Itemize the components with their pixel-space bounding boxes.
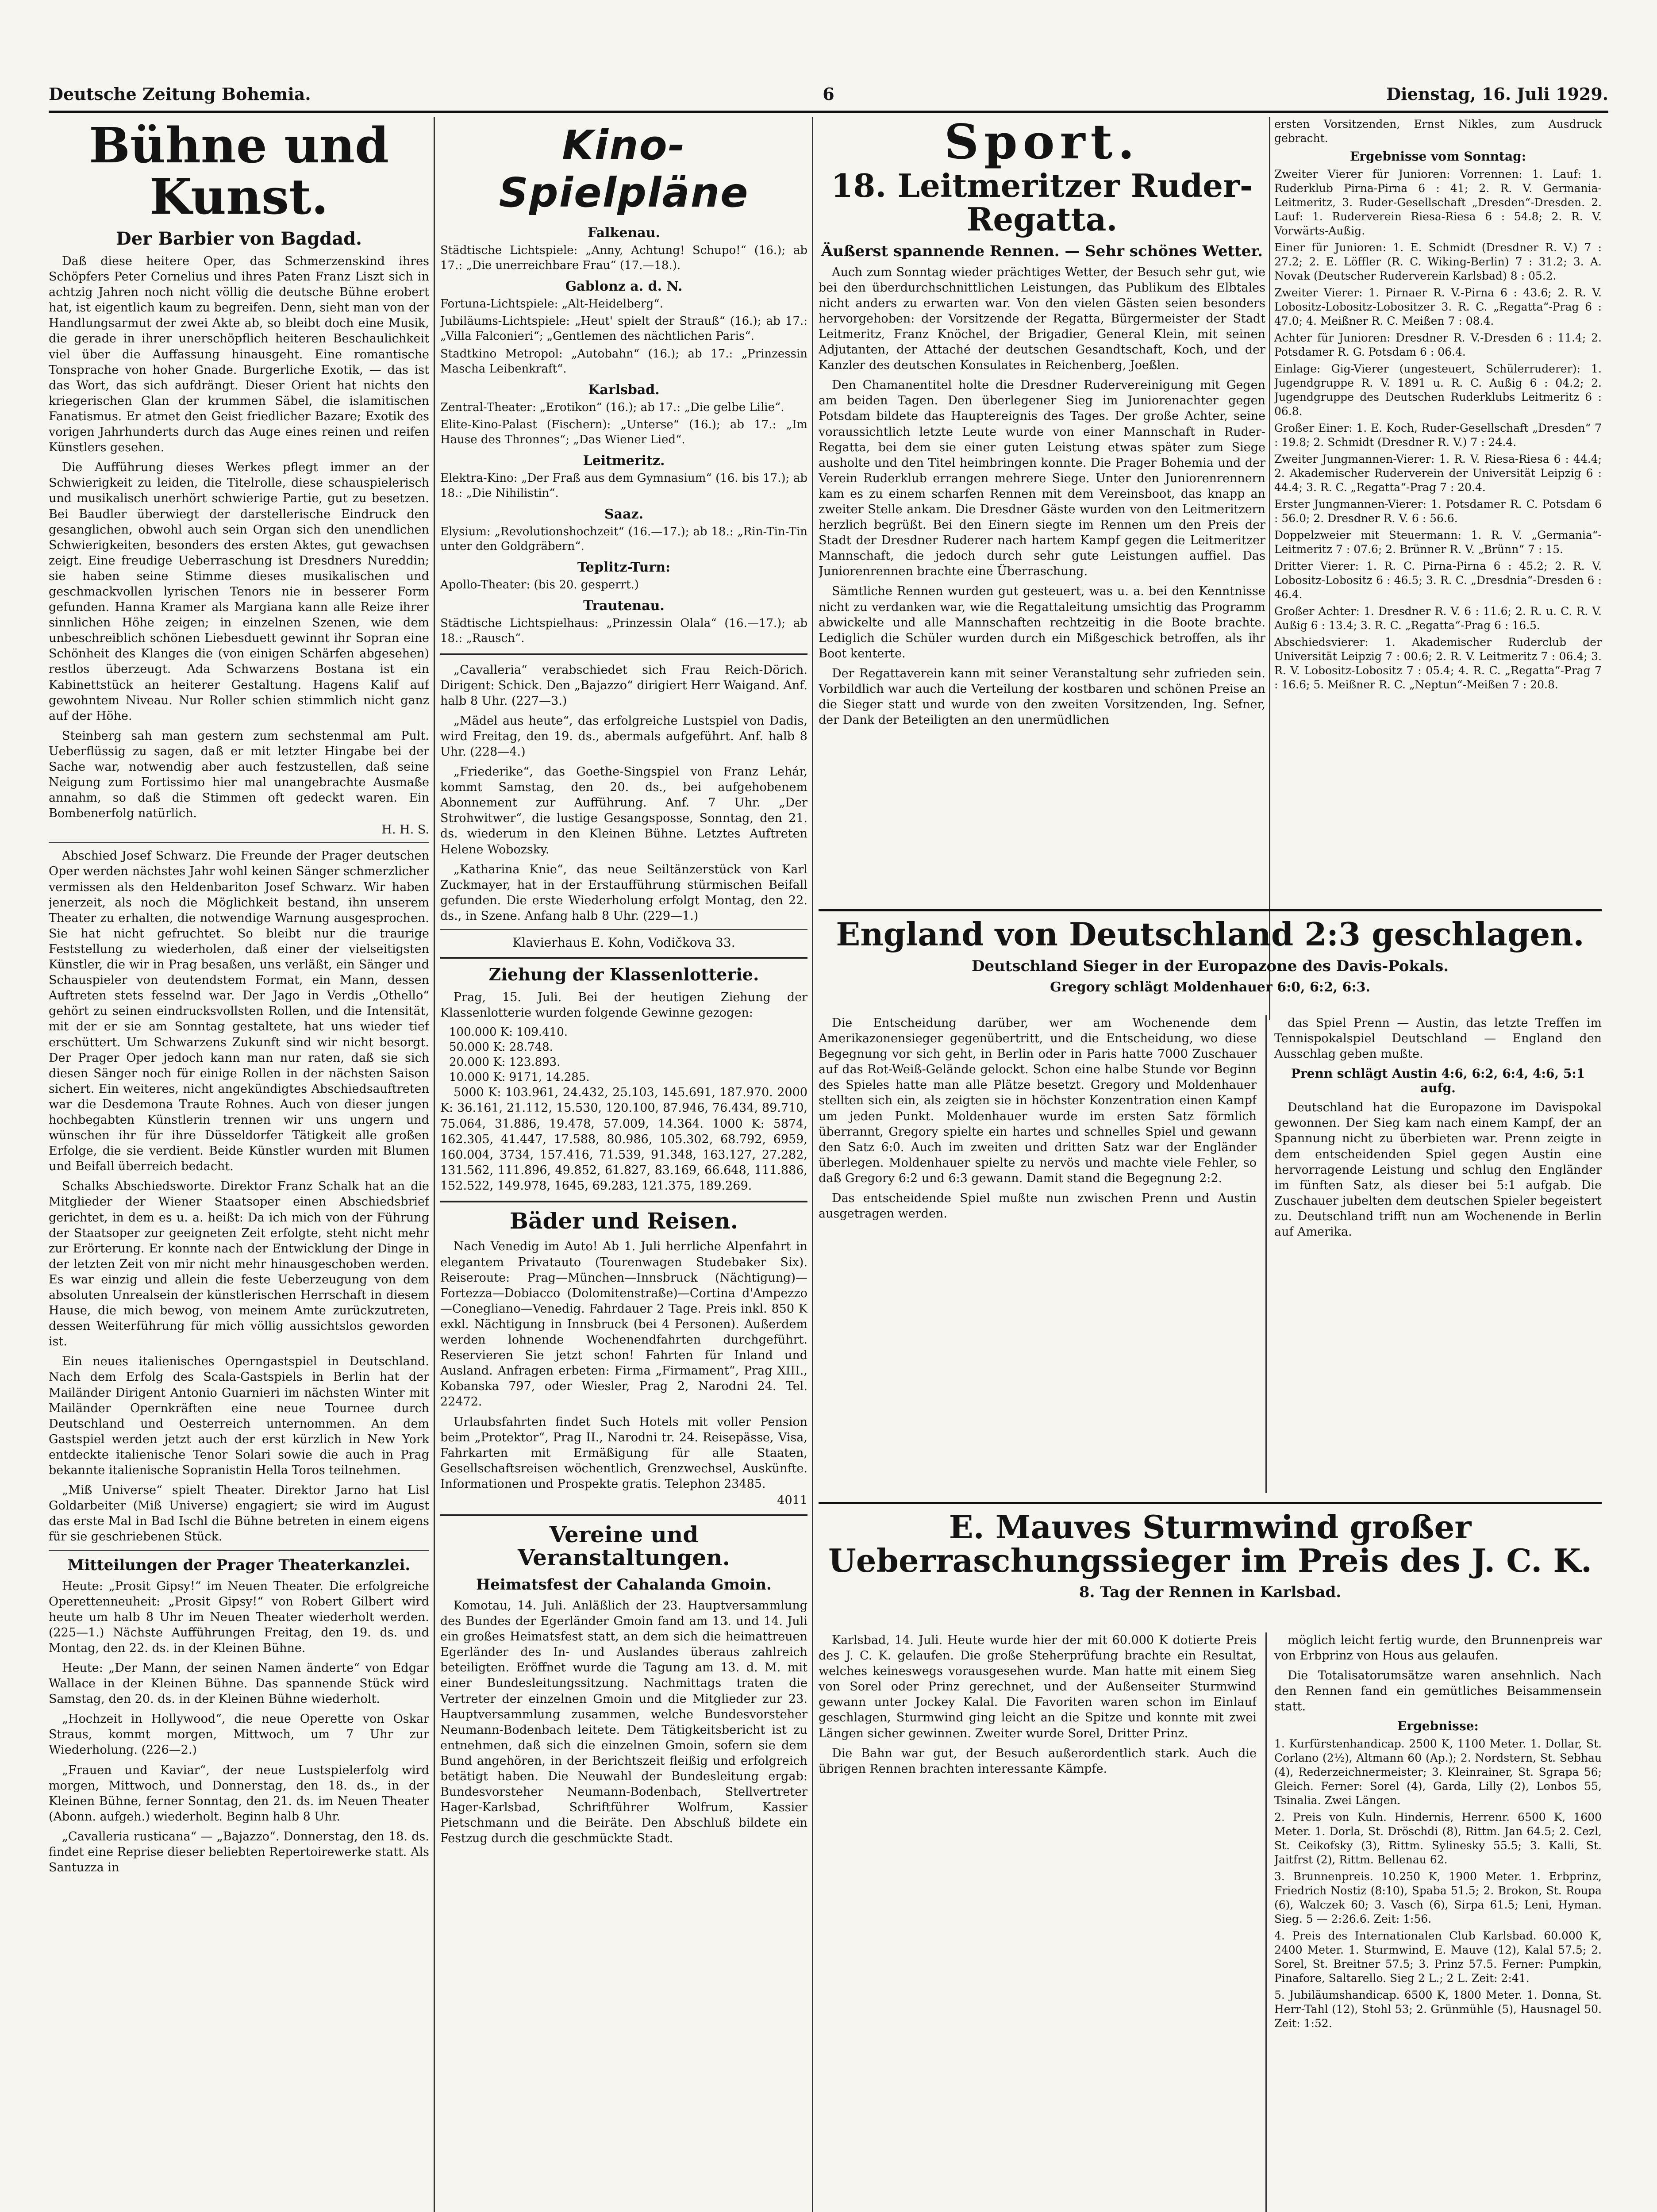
article-paragraph: das Spiel Prenn — Austin, das letzte Treffen im Tennispokalspiel Deutschland — England den Ausschlag geben mußte. [1274, 1016, 1602, 1061]
theater-notice: „Friederike“, das Goethe-Singspiel von Franz Lehár, kommt Samstag, den 20. ds., bei aufgehobenem Abonnement zur Aufführung. Anf. 7 Uhr. „Der Strohwitwer“, die lustige Gesangsposse, Sonntag, den 21. ds. wiederum in den Kleinen Bühne. Letztes Auftreten Helene Wobozsky. [440, 765, 807, 856]
tennis-article [819, 909, 1602, 1500]
tennis-subtitle-2: Gregory schlägt Moldenhauer 6:0, 6:2, 6:3. [1050, 979, 1370, 995]
racing-text-left [819, 1632, 1257, 2212]
lottery-prize: 50.000 K: 28.748. [449, 1040, 553, 1054]
regatta-title: 18. Leitmeritzer Ruder-Regatta. [831, 167, 1253, 238]
article-paragraph: Die Aufführung dieses Werkes pflegt immer an der Schwierigkeit zu leiden, die Titelrolle, diese schauspielerisch und musikalisch unerhört schwierige Partie, gut zu besetzen. Bei Baudler überwiegt der darstellerische Eindruck den gesanglichen, obwohl auch sein Organ sich den unendlichen Schwierigkeiten, besonders des ersten Aktes, gut gewachsen zeigt. Eine freudige Ueberraschung ist Dresdners Nureddin; sie haben seine Stimme dieses musikalischen und geschmackvollen lyrischen Tenors nie in besserer Form gefunden. Hanna Kramer als Margiana kann alle Reize ihrer sinnlichen Höhe zeigen; in einzelnen Szenen, wie dem unbeschreiblich schönen Liebesduett gewinnt ihr Sopran eine Schönheit des Klanges die (von einigen Schärfen abgesehen) restlos überzeugt. Ada Schwarzens Bostana ist ein Kabinettstück an heiterer Gestaltung. Hagens Kalif auf gewohntem Niveau. Nur Roller schien stimmlich nicht ganz auf der Höhe. [49, 461, 429, 723]
divider [49, 842, 429, 843]
race-result: 1. Kurfürstenhandicap. 2500 K, 1100 Meter. 1. Dollar, St. Corlano (2½), Altmann 60 (Ap.); 2. Nordstern, St. Sebhau (4), Rederzeichnermeister; 3. Kleinrainer, St. Sgrapa 56; Gleich. Ferner: Sorel (4), Garda, Lilly (2), Lonbos 55, Tsinalia. Zwei Längen. [1274, 1737, 1602, 1807]
tennis-text-right [1274, 1015, 1602, 1493]
regatta-result: Doppelzweier mit Steuermann: 1. R. V. „Germania“-Leitmeritz 7 : 07.6; 2. Brünner R. V. „Brünn“ 7 : 15. [1274, 529, 1602, 556]
racing-headline: E. Mauves Sturmwind großer Ueberraschungssieger im Preis des J. C. K. [828, 1508, 1592, 1579]
lottery-intro: Prag, 15. Juli. Bei der heutigen Ziehung der Klassenlotterie wurden folgende Gewinne gezogen: [440, 990, 807, 1020]
cinema-listing: Elektra-Kino: „Der Fraß aus dem Gymnasium“ (16. bis 17.); ab 18.: „Die Nihilistin“. [440, 471, 807, 500]
cinema-schedule-title: Kino-Spielpläne [499, 122, 749, 216]
race-result: 4. Preis des Internationalen Club Karlsbad. 60.000 K, 2400 Meter. 1. Sturmwind, E. Mauve (12), Kalal 57.5; 2. Sorel, St. Breitner 57.5; 3. Prinz 57.5. Ferner: Pumpkin, Pinafore, Saltarello. Sieg 2 L.; 2 L. Zeit: 2:41. [1274, 1929, 1602, 1985]
theater-notice: „Cavalleria rusticana“ — „Bajazzo“. Donnerstag, den 18. ds. findet eine Reprise dieser beliebten Repertoirewerke statt. Als Santuzza in [49, 1829, 429, 1875]
issue-date: Dienstag, 16. Juli 1929. [1386, 84, 1608, 104]
column-rule [812, 117, 813, 2212]
article-paragraph: Sämtliche Rennen wurden gut gesteuert, was u. a. bei den Kenntnisse nicht zu verdanken war, wie die Regattaleitung umsichtig das Programm abwickelte und alle Mannschaften rechtzeitig in die Boote brachte. Lediglich die Schüler wurden durch ein Mißgeschick betroffen, als ihr Boot kenterte. [819, 584, 1265, 661]
theater-notices-title: Mitteilungen der Prager Theaterkanzlei. [67, 1556, 411, 1574]
racing-text-right [1274, 1632, 1602, 2212]
tennis-headline: England von Deutschland 2:3 geschlagen. [836, 915, 1584, 953]
theater-notice: „Frauen und Kaviar“, der neue Lustspielerfolg wird morgen, Mittwoch, und Donnerstag, den 18. ds., in der Kleinen Bühne, ferner Sonntag, den 21. ds. im Neuen Theater (Abonn. aufgeh.) wiederholt. Beginn halb 8 Uhr. [49, 1763, 429, 1824]
cinema-city-heading: Saaz. [604, 506, 644, 522]
cinema-city-heading: Falkenau. [588, 225, 660, 241]
tennis-subtitle: Deutschland Sieger in der Europazone des Davis-Pokals. [971, 957, 1449, 975]
article-paragraph: Das entscheidende Spiel mußte nun zwischen Prenn und Austin ausgetragen werden. [819, 1191, 1257, 1221]
theater-notice: „Mädel aus heute“, das erfolgreiche Lustspiel von Dadis, wird Freitag, den 19. ds., abermals aufgeführt. Anf. halb 8 Uhr. (228—4.) [440, 714, 807, 759]
piano-shop-ad: Klavierhaus E. Kohn, Vodičkova 33. [512, 935, 735, 950]
news-item: Ein neues italienisches Operngastspiel in Deutschland. Nach dem Erfolg des Scala-Gastspiels in Berlin hat der Mailänder Dirigent Antonio Guarnieri im nächsten Winter mit Mailänder Opernkräften eine neue Tournee durch Deutschland und Oesterreich unternommen. An dem Gastspiel werden jetzt auch der erst kürzlich in New York entdeckte italienische Tenor Solari sowie die auch in Prag bekannte italienische Sopranistin Hella Toros teilnehmen. [49, 1355, 429, 1478]
race-result: 5. Jubiläumshandicap. 6500 K, 1800 Meter. 1. Donna, St. Herr-Tahl (12), Stohl 53; 2. Grünmühle (5), Hausnagel 50. Zeit: 1:52. [1274, 1989, 1602, 2030]
regatta-result: Großer Achter: 1. Dresdner R. V. 6 : 11.6; 2. R. u. C. R. V. Außig 6 : 13.4; 3. R. C. „Regatta“-Prag 6 : 16.5. [1274, 605, 1602, 632]
divider [440, 653, 807, 655]
theater-notice: „Hochzeit in Hollywood“, die neue Operette von Oskar Straus, kommt morgen, Mittwoch, um 7 Uhr zur Wiederholung. (226—2.) [49, 1712, 429, 1757]
masthead-name: Deutsche Zeitung Bohemia. [49, 84, 311, 104]
divider [49, 1550, 429, 1551]
theater-notice: „Katharina Knie“, das neue Seiltänzerstück von Karl Zuckmayer, hat in der Erstaufführung stürmischen Beifall gefunden. Die erste Wiederholung erfolgt Montag, den 22. ds., in Szene. Anfang halb 8 Uhr. (229—1.) [440, 862, 807, 923]
article-signature: H. H. S. [381, 823, 429, 837]
article-paragraph: Steinberg sah man gestern zum sechstenmal am Pult. Ueberflüssig zu sagen, daß er mit letzter Hingabe bei der Sache war, notwendig aber auch festzustellen, daß seine Neigung zum Fortissimo hier mal unangebrachte Ausmaße annahm, so daß die Stimmen oft gedeckt waren. Ein Bombenerfolg natürlich. [49, 729, 429, 821]
divider [440, 957, 807, 959]
theater-notice: „Cavalleria“ verabschiedet sich Frau Reich-Dörich. Dirigent: Schick. Den „Bajazzo“ dirigiert Herr Waigand. Anf. halb 8 Uhr. (227—3.) [440, 663, 807, 708]
clubs-section-title: Vereine und Veranstaltungen. [517, 1521, 730, 1571]
column-rule [434, 117, 435, 2212]
race-results-title: Ergebnisse: [1397, 1719, 1479, 1734]
divider [440, 929, 807, 930]
theater-notice: Heute: „Prosit Gipsy!“ im Neuen Theater. Die erfolgreiche Operettenneuheit: „Prosit Gipsy!“ von Robert Gilbert wird heute um halb 8 Uhr im Neuen Theater wiederholt werden. (225—1.) Nächste Aufführungen Freitag, den 19. ds. und Montag, den 22. ds. in der Kleinen Bühne. [49, 1579, 429, 1655]
article-paragraph: Den Chamanentitel holte die Dresdner Rudervereinigung mit Gegen am beiden Tagen. Den überlegener Sieg im Juniorenachter gegen Potsdam bildete das Hauptereignis des Tages. Der große Achter, seine voraussichtlich letzte Leute wurde von einer Mannschaft in Ruder-Regatta, bei dem sie einer guten Leistung etwas später zum Siege ausholte und den Titel heimbringen konnte. Die Prager Bohemia und der Verein Ruderklub errangen mehrere Siege. Unter den Juniorenrennern kam es zu einem scharfen Rennen mit dem Vereinsboot, das knapp an zweiter Stelle ankam. Die Dresdner Gäste wurden von den Leitmeritzern herzlich begrüßt. Bei den Einern siegte im Rennen um den Preis der Stadt der Dresdner Ruderer nach hartem Kampf gegen die Leitmeritzer Mannschaft, die jedoch durch sehr gute Leistungen auffiel. Das Juniorenrennen brachte eine Überraschung. [819, 378, 1265, 579]
cinema-listing: Fortuna-Lichtspiele: „Alt-Heidelberg“. [440, 297, 663, 311]
column-cinema [440, 117, 807, 2212]
regatta-result: Zweiter Jungmannen-Vierer: 1. R. V. Riesa-Riesa 6 : 44.4; 2. Akademischer Ruderverein der Universität Leipzig 6 : 44.4; 3. R. C. „Regatta“-Prag 7 : 20.4. [1274, 453, 1602, 494]
article-paragraph: Komotau, 14. Juli. Anläßlich der 23. Hauptversammlung des Bundes der Egerländer Gmoin fand am 13. und 14. Juli ein großes Heimatsfest statt, an dem sich die heimattreuen Egerländer des In- und Auslandes überaus zahlreich beteiligten. Eröffnet wurde die Tagung am 13. d. M. mit einer Bundesleitungssitzung. Nachmittags traten die Vertreter der einzelnen Gmoin und die Mitglieder zur 23. Hauptversammlung zusammen, welche Bundesvorsteher Neumann-Bodenbach leitete. Dem Tätigkeitsbericht ist zu entnehmen, daß sich die einzelnen Gmoin, sofern sie dem Bund angehören, in der Berichtszeit fleißig und erfolgreich betätigt haben. Die Neuwahl der Bundesleitung ergab: Bundesvorsteher Neumann-Bodenbach, Stellvertreter Hager-Karlsbad, Schriftführer Wolfrum, Kassier Pietschmann und die Beiräte. Den Abschluß bildete ein Festzug durch die geschmückte Stadt. [440, 1598, 807, 1846]
regatta-result: Zweiter Vierer: 1. Pirnaer R. V.-Pirna 6 : 43.6; 2. R. V. Lobositz-Lobositz-Lobositzer 3. R. C. „Regatta“-Prag 6 : 47.0; 4. Meißner R. C. Meißen 7 : 08.4. [1274, 286, 1602, 327]
column-rule [1265, 1632, 1267, 2212]
tennis-text-left [819, 1015, 1257, 1493]
column-rule [1265, 1015, 1267, 1493]
lottery-prize: 100.000 K: 109.410. [449, 1025, 568, 1039]
cinema-listing: Stadtkino Metropol: „Autobahn“ (16.); ab 17.: „Prinzessin Mascha Leibenkraft“. [440, 347, 807, 376]
cinema-listing: Elysium: „Revolutionshochzeit“ (16.—17.); ab 18.: „Rin-Tin-Tin unter den Goldgräbern“. [440, 525, 807, 553]
regatta-result: Einlage: Gig-Vierer (ungesteuert, Schülerruderer): 1. Jugendgruppe R. V. 1891 u. R. C. Außig 6 : 04.2; 2. Jugendgruppe des Deutschen Ruderklubs Leitmeritz 6 : 06.8. [1274, 362, 1602, 418]
cinema-city-heading: Karlsbad. [588, 382, 660, 398]
cinema-listing: Jubiläums-Lichtspiele: „Heut' spielt der Strauß“ (16.); ab 17.: „Villa Falconieri“; „Gentlemen des nächtlichen Paris“. [440, 315, 807, 343]
article-paragraph: Die Entscheidung darüber, wer am Wochenende dem Amerikazonensieger gegenübertritt, und die Entscheidung, wo diese Begegnung vor sich geht, in Berlin oder in Paris hatte 7000 Zuschauer auf das Rot-Weiß-Gelände gelockt. Schon eine halbe Stunde vor Beginn des Spieles hatte man alle Plätze besetzt. Gregory und Moldenhauer stellten sich ein, als zeigten sie in höchster Konzentration einen Kampf um jeden Punkt. Moldenhauer wurde im ersten Satz förmlich überrannt, Gregory spielte ein hartes und schnelles Spiel und gewann den Satz 6:0. Auch im zweiten und dritten Satz war der Engländer überlegen. Moldenhauer spielte zu nervös und machte viele Fehler, so daß Gregory 6:2 und 6:3 gewann. Damit stand die Begegnung 2:2. [819, 1016, 1257, 1185]
regatta-result: Zweiter Vierer für Junioren: Vorrennen: 1. Lauf: 1. Ruderklub Pirna-Pirna 6 : 41; 2. R. V. Germania-Leitmeritz, 3. Ruder-Gesellschaft „Dresden“-Dresden. 2. Lauf: 1. Ruderverein Riesa-Riesa 6 : 54.8; 2. R. V. Vorwärts-Außig. [1274, 168, 1602, 237]
regatta-result: Großer Einer: 1. E. Koch, Ruder-Gesellschaft „Dresden“ 7 : 19.8; 2. Schmidt (Dresdner R. V.) 7 : 24.4. [1274, 422, 1602, 449]
cinema-city-heading: Gablonz a. d. N. [565, 278, 683, 294]
article-paragraph: Karlsbad, 14. Juli. Heute wurde hier der mit 60.000 K dotierte Preis des J. C. K. gelaufen. Die große Steherprüfung brachte ein Resultat, welches keineswegs vorausgesehen wurde. Man hatte mit einem Sieg von Sorel oder Prinz gerechnet, und der Außenseiter Sturmwind gewann unter Jockey Kalal. Die Favoriten waren schon im Einlauf geschlagen, Sturmwind ging leicht an die Spitze und konnte mit zwei Längen sicher gewinnen. Zweiter wurde Sorel, Dritter Prinz. [819, 1633, 1257, 1740]
horse-racing-article [819, 1502, 1602, 2212]
column-regatta-results [1274, 117, 1602, 1020]
results-title: Ergebnisse vom Sonntag: [1349, 149, 1526, 164]
cinema-city-heading: Leitmeritz. [583, 453, 665, 469]
article-paragraph: Die Totalisatorumsätze waren ansehnlich. Nach den Rennen fand ein gemütliches Beisammensein statt. [1274, 1669, 1602, 1714]
race-result: 3. Brunnenpreis. 10.250 K, 1900 Meter. 1. Erbprinz, Friedrich Nostiz (8:10), Spaba 51.5; 2. Brokon, St. Roupa (6), Walczek 60; 3. Vasch (6), Sirpa 61.5; Leni, Hyman. Sieg. 5 — 2:26.6. Zeit: 1:56. [1274, 1870, 1602, 1926]
clubs-article-title: Heimatsfest der Cahalanda Gmoin. [476, 1575, 772, 1594]
race-result: 2. Preis von Kuln. Hindernis, Herrenr. 6500 K, 1600 Meter. 1. Dorla, St. Dröschdi (8), Rittm. Jan 64.5; 2. Cezl, St. Ceikofsky (3), Rittm. Sylinesky 55.5; 3. Kalli, St. Jaitfrst (2), Rittm. Bellenau 62. [1274, 1811, 1602, 1866]
article-paragraph: Daß diese heitere Oper, das Schmerzenskind ihres Schöpfers Peter Cornelius und ihres Paten Franz Liszt sich in achtzig Jahren noch nicht völlig die deutsche Bühne erobert hat, ist eigentlich kaum zu begreifen. Denn, sieht man von der Handlungsarmut der zwei Akte ab, so bleibt doch eine Musik, die gerade in ihrer unerschöpflich heiteren Beschaulichkeit viel über die Auffassung hinausgeht. Eine romantische Tonsprache von hoher Gnade. Burgerliche Exotik, — das ist das Wort, das sich aufdrängt. Dieser Orient hat nichts den kriegerischen Glan der krummen Säbel, die islamitischen Fanatismus. Er atmet den Geist friedlicher Bazare; Exotik des vorigen Jahrhunderts durch das Auge eines reinen und reifen Künstlers gesehen. [49, 254, 429, 455]
lottery-title: Ziehung der Klassenlotterie. [488, 964, 759, 985]
regatta-result: Einer für Junioren: 1. E. Schmidt (Dresdner R. V.) 7 : 27.2; 2. E. Löffler (R. C. Wiking-Berlin) 7 : 31.2; 3. A. Novak (Deutscher Ruderverein Karlsbad) 8 : 05.2. [1274, 241, 1602, 282]
cinema-listing: Städtische Lichtspielhaus: „Prinzessin Olala“ (16.—17.); ab 18.: „Rausch“. [440, 616, 807, 645]
cinema-listing: Apollo-Theater: (bis 20. gesperrt.) [440, 578, 639, 592]
column-arts [49, 117, 429, 2212]
news-item: „Miß Universe“ spielt Theater. Direktor Jarno hat Lisl Goldarbeiter (Miß Universe) engagiert; sie wird im August das erste Mal in Bad Ischl die Bühne betreten in einem eigens für sie geschriebenen Stück. [49, 1483, 429, 1544]
racing-subtitle: 8. Tag der Rennen in Karlsbad. [1079, 1583, 1342, 1601]
news-item: Schalks Abschiedsworte. Direktor Franz Schalk hat an die Mitglieder der Wiener Staatsoper einen Abschiedsbrief gerichtet, in dem es u. a. heißt: Da ich mich von der Führung der Staatsoper zur geeigneten Zeit erfolgte, steht nicht mehr zur Erörterung. Er konnte nach der Entwicklung der Dinge in der letzten Zeit von mir nicht mehr hinausgeschoben werden. Es war einzig und allein die feste Ueberzeugung von dem absoluten Unrealsein der künstlerischen Herrschaft in diesem Hause, die mich bewog, von meinem Amte zurückzutreten, dessen Weiterführung für mich völlig aussichtslos geworden ist. [49, 1179, 429, 1349]
regatta-result: Dritter Vierer: 1. R. C. Pirna-Pirna 6 : 45.2; 2. R. V. Lobositz-Lobositz 6 : 46.5; 3. R. C. „Dresdnia“-Dresden 6 : 46.4. [1274, 560, 1602, 601]
cinema-listing: Zentral-Theater: „Erotikon“ (16.); ab 17.: „Die gelbe Lilie“. [440, 400, 784, 414]
section-title-arts: Bühne und Kunst. [88, 117, 389, 225]
divider [440, 1514, 807, 1516]
ad-code: 4011 [777, 1493, 807, 1507]
lottery-prize: 10.000 K: 9171, 14.285. [449, 1070, 590, 1084]
lottery-numbers: 5000 K: 103.961, 24.432, 25.103, 145.691, 187.970. 2000 K: 36.161, 21.112, 15.530, 120.100, 87.946, 76.434, 89.710, 75.064, 31.886, 19.478, 57.009, 14.364. 1000 K: 5874, 162.305, 41.447, 17.588, 80.986, 105.302, 68.792, 6959, 160.004, 3734, 157.416, 71.539, 91.348, 163.127, 27.282, 131.562, 111.896, 49.852, 61.827, 83.169, 66.648, 111.886, 152.522, 149.978, 1645, 69.283, 121.375, 189.269. [440, 1086, 807, 1193]
theater-notice: Heute: „Der Mann, der seinen Namen änderte“ von Edgar Wallace in der Kleinen Bühne. Das spannende Stück wird Samstag, den 20. ds. in der Kleinen Bühne wiederholt. [49, 1661, 429, 1706]
regatta-result: Abschiedsvierer: 1. Akademischer Ruderclub der Universität Leipzig 7 : 00.6; 2. R. V. Leitmeritz 7 : 06.4; 3. R. V. Lobositz-Lobositz 7 : 05.4; 4. R. C. „Regatta“-Prag 7 : 16.6; 5. Meißner R. C. „Neptun“-Meißen 7 : 20.8. [1274, 636, 1602, 691]
travel-section-title: Bäder und Reisen. [509, 1207, 738, 1234]
cinema-listing: Elite-Kino-Palast (Fischern): „Unterse“ (16.); ab 17.: „Im Hause des Thronnes“; „Das Wiener Lied“. [440, 418, 807, 447]
page-number: 6 [823, 84, 834, 104]
match-result: Prenn schlägt Austin 4:6, 6:2, 6:4, 4:6, 5:1 aufg. [1291, 1066, 1585, 1096]
article-paragraph: Deutschland hat die Europazone im Davispokal gewonnen. Der Sieg kam nach einem Kampf, der an Spannung nicht zu überbieten war. Prenn zeigte in dem entscheidenden Spiel gegen Austin eine hervorragende Leistung und schlug den Engländer im fünften Satz, als dieser bei 5:1 aufgab. Die Zuschauer jubelten dem deutschen Spieler begeistert zu. Deutschland trifft nun am Wochenende in Berlin auf Amerika. [1274, 1101, 1602, 1239]
cinema-listings [440, 225, 807, 646]
running-head [49, 84, 1608, 113]
article-paragraph: Der Regattaverein kann mit seiner Veranstaltung sehr zufrieden sein. Vorbildlich war auch die Verteilung der kostbaren und schönen Preise an die Sieger statt und wurde von den zweiten Vorsitzenden, Ing. Sefner, der Dank der Beteiligten an den unermüdlichen [819, 666, 1265, 727]
travel-ad: Nach Venedig im Auto! Ab 1. Juli herrliche Alpenfahrt in elegantem Privatauto (Tourenwagen Studebaker Six). Reiseroute: Prag—München—Innsbruck (Nächtigung)—Fortezza—Dobiacco (Dolomitenstraße)—Cortina d'Ampezzo—Conegliano—Venedig. Fahrdauer 2 Tage. Preis inkl. 850 K exkl. Nächtigung in Innsbruck (bei 4 Personen). Außerdem werden lohnende Wochenendfahrten durchgeführt. Reservieren Sie jetzt schon! Fahrten für Inland und Ausland. Anfragen erbeten: Firma „Firmament“, Prag XIII., Kobanska 797, oder Wiesler, Prag 2, Narodni 24. Tel. 22472. [440, 1240, 807, 1409]
article-title-barbier: Der Barbier von Bagdad. [116, 228, 362, 249]
cinema-listing: Städtische Lichtspiele: „Anny, Achtung! Schupo!“ (16.); ab 17.: „Die unerreichbare Frau“ (17.—18.). [440, 244, 807, 272]
regatta-subtitle: Äußerst spannende Rennen. — Sehr schönes Wetter. [821, 242, 1263, 260]
sport-section-title: Sport. [944, 117, 1140, 170]
cinema-city-heading: Trautenau. [583, 598, 665, 614]
news-item: Abschied Josef Schwarz. Die Freunde der Prager deutschen Oper werden nächstes Jahr wohl keinen Sänger schmerzlicher vermissen als den Heldenbariton Josef Schwarz. Wir haben jenerzeit, als noch die Möglichkeit bestand, ihn unserem Theater zu erhalten, die notwendige Warnung ausgesprochen. Sie hat nicht gefruchtet. So bleibt nur die traurige Feststellung zu wiederholen, daß einer der vielseitigsten Künstler, die wir in Prag besaßen, uns verläßt, ein Sänger und Schauspieler von deutendstem Format, ein Mann, dessen Auftreten stets fesselnd war. Der Jago in Verdis „Othello“ gehört zu seinen eindrucksvollsten Rollen, und die Intensität, mit der er sie am Sonntag gestaltete, hat uns wieder tief erschüttert. Um Schwarzens Zukunft sind wir nicht besorgt. Der Prager Oper jedoch kann man nur raten, daß sie sich diesen Sänger noch für einige Rollen in der nächsten Saison sichert. Ein weiteres, nicht angekündigtes Abschiedsauftreten war die Desdemona Traute Rohnes. Auch von dieser jungen hochbegabten Künstlerin trennen wir uns ungern und wünschen ihr für ihre Düsseldorfer Tätigkeit alle großen Erfolge, die sie verdient. Beide Künstler wurden mit Blumen und Beifall überreich bedacht. [49, 849, 429, 1174]
travel-ad: Urlaubsfahrten findet Such Hotels mit voller Pension beim „Protektor“, Prag II., Narodni tr. 24. Reisepässe, Visa, Fahrkarten mit Ermäßigung für alle Staaten, Gesellschaftsreisen wöchentlich, Grenzwechsel, Auskünfte. Informationen und Prospekte gratis. Telephon 23485. [440, 1415, 807, 1491]
results-list [1274, 167, 1602, 692]
column-rule [1269, 117, 1270, 1020]
regatta-result: Erster Jungmannen-Vierer: 1. Potsdamer R. C. Potsdam 6 : 56.0; 2. Dresdner R. V. 6 : 56.6. [1274, 498, 1602, 525]
article-paragraph: Auch zum Sonntag wieder prächtiges Wetter, der Besuch sehr gut, wie bei den überdurchschnittlichen Leistungen, das Publikum des Elbtales nicht anders zu erwarten war. Von den vielen Gästen seien besonders hervorgehoben: der Vorsitzende der Regatta, Bürgermeister der Stadt Leitmeritz, Franz Knöchel, der Brigadier, General Klein, mit seinen Adjutanten, der Attaché der deutschen Gesandtschaft, Koch, und der Kanzler des deutschen Konsulates in Reichenberg, Joeßlen. [819, 265, 1265, 373]
article-paragraph: möglich leicht fertig wurde, den Brunnenpreis war von Erbprinz von Hous aus gelaufen. [1274, 1633, 1602, 1663]
article-paragraph: ersten Vorsitzenden, Ernst Nikles, zum Ausdruck gebracht. [1274, 118, 1602, 145]
column-sport [819, 117, 1265, 1020]
article-paragraph: Die Bahn war gut, der Besuch außerordentlich stark. Auch die übrigen Rennen brachten interessante Kämpfe. [819, 1746, 1257, 1776]
cinema-city-heading: Teplitz-Turn: [577, 560, 671, 576]
divider [440, 1201, 807, 1202]
lottery-prize: 20.000 K: 123.893. [449, 1055, 561, 1069]
regatta-result: Achter für Junioren: Dresdner R. V.-Dresden 6 : 11.4; 2. Potsdamer R. G. Potsdam 6 : 06.4. [1274, 331, 1602, 358]
